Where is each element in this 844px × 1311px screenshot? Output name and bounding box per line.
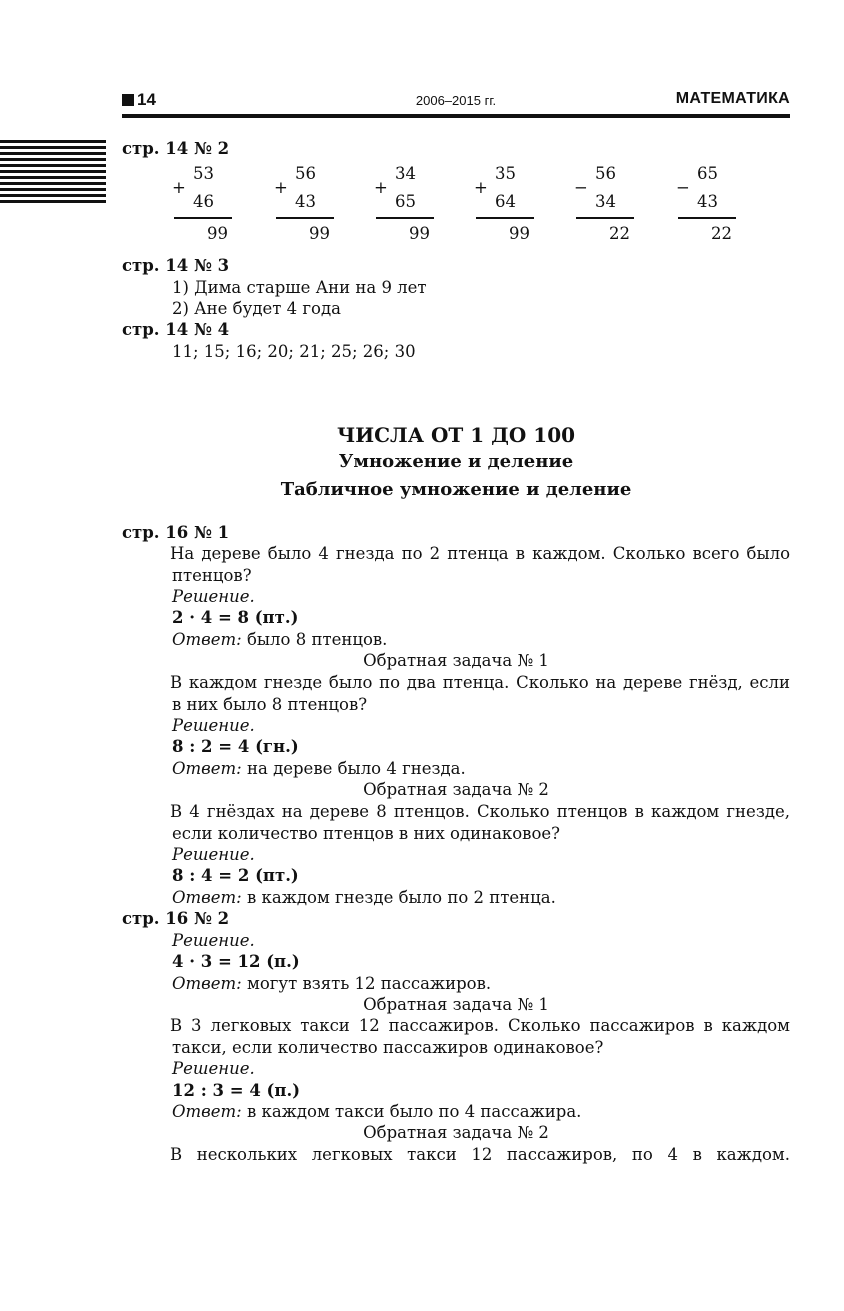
- answer-text: в каждом такси было по 4 пассажира.: [241, 1102, 582, 1121]
- section-title: стр. 16 № 2: [122, 909, 230, 928]
- section-title: стр. 14 № 3: [122, 256, 230, 275]
- operator: −: [676, 178, 690, 197]
- problem-text: если количество птенцов в них одинаковое?: [172, 824, 561, 843]
- section-title: стр. 14 № 2: [122, 139, 230, 158]
- chapter-subtitle: Умножение и деление: [338, 451, 574, 472]
- years-label: 2006–2015 гг.: [415, 93, 497, 108]
- answer-line: [172, 888, 556, 907]
- difference-line: [576, 217, 634, 219]
- inverse-task-title: Обратная задача № 2: [363, 1123, 549, 1142]
- problem-text: птенцов?: [172, 566, 252, 585]
- answer-label: Ответ:: [172, 630, 242, 649]
- inverse-task-title: Обратная задача № 1: [363, 651, 549, 670]
- section-title: стр. 14 № 4: [122, 320, 230, 339]
- answer-line: [172, 759, 466, 778]
- sum-line: [276, 217, 334, 219]
- operator: +: [274, 178, 288, 197]
- operand: 64: [495, 192, 516, 211]
- problem-text: в них было 8 птенцов?: [172, 695, 368, 714]
- problem-text: такси, если количество пассажиров одинаковое?: [172, 1038, 604, 1057]
- operand: 65: [697, 164, 718, 183]
- operand: 56: [295, 164, 316, 183]
- operand: 53: [193, 164, 214, 183]
- operand: 56: [595, 164, 616, 183]
- answer-text: могут взять 12 пассажиров.: [241, 974, 492, 993]
- equation: 8 : 4 = 2 (пт.): [172, 866, 299, 885]
- result: 22: [711, 224, 732, 243]
- sum-line: [174, 217, 232, 219]
- answer-label: Ответ:: [172, 888, 242, 907]
- chapter-title: ЧИСЛА ОТ 1 ДО 100: [336, 423, 576, 447]
- operator: +: [374, 178, 388, 197]
- result: 99: [207, 224, 228, 243]
- answer-text: на дереве было 4 гнезда.: [241, 759, 466, 778]
- inverse-task-title: Обратная задача № 1: [363, 995, 549, 1014]
- answer-text: было 8 птенцов.: [241, 630, 388, 649]
- operand: 34: [395, 164, 416, 183]
- equation: 12 : 3 = 4 (п.): [172, 1081, 300, 1100]
- problem-text: В 4 гнёздах на дереве 8 птенцов. Сколько птенцов в каждом гнезде,: [170, 802, 790, 821]
- problem-text: В каждом гнезде было по два птенца. Сколько на дереве гнёзд, если: [170, 673, 790, 692]
- sum-line: [476, 217, 534, 219]
- solution-label: Решение.: [172, 587, 255, 606]
- operand: 35: [495, 164, 516, 183]
- operator: +: [172, 178, 186, 197]
- chapter-subtitle: Табличное умножение и деление: [280, 479, 632, 500]
- equation: 2 · 4 = 8 (пт.): [172, 608, 299, 627]
- equation: 4 · 3 = 12 (п.): [172, 952, 300, 971]
- section-title: стр. 16 № 1: [122, 523, 230, 542]
- inverse-task-title: Обратная задача № 2: [363, 780, 549, 799]
- result: 99: [509, 224, 530, 243]
- solution-label: Решение.: [172, 845, 255, 864]
- problem-text: В нескольких легковых такси 12 пассажиров, по 4 в каждом.: [170, 1145, 790, 1164]
- operand: 34: [595, 192, 616, 211]
- answer-label: Ответ:: [172, 974, 242, 993]
- solution-label: Решение.: [172, 1059, 255, 1078]
- answer-label: Ответ:: [172, 1102, 242, 1121]
- solution-label: Решение.: [172, 716, 255, 735]
- running-header: [122, 90, 790, 112]
- side-stripes-decoration: [0, 140, 106, 206]
- problem-text: На дереве было 4 гнезда по 2 птенца в каждом. Сколько всего было: [170, 544, 790, 563]
- subject-label: МАТЕМАТИКА: [675, 90, 790, 107]
- answer-line: [172, 1102, 581, 1121]
- equation: 8 : 2 = 4 (гн.): [172, 737, 299, 756]
- operand: 46: [193, 192, 214, 211]
- answer-text: в каждом гнезде было по 2 птенца.: [241, 888, 556, 907]
- operand: 65: [395, 192, 416, 211]
- operator: −: [574, 178, 588, 197]
- answer-line: 1) Дима старше Ани на 9 лет: [172, 278, 427, 297]
- result: 99: [309, 224, 330, 243]
- solution-label: Решение.: [172, 931, 255, 950]
- operand: 43: [697, 192, 718, 211]
- sum-line: [376, 217, 434, 219]
- difference-line: [678, 217, 736, 219]
- answer-line: 11; 15; 16; 20; 21; 25; 26; 30: [172, 342, 416, 361]
- header-rule: [122, 114, 790, 118]
- answer-label: Ответ:: [172, 759, 242, 778]
- result: 22: [609, 224, 630, 243]
- answer-line: 2) Ане будет 4 года: [172, 299, 341, 318]
- operator: +: [474, 178, 488, 197]
- problem-text: В 3 легковых такси 12 пассажиров. Сколько пассажиров в каждом: [170, 1016, 790, 1035]
- operand: 43: [295, 192, 316, 211]
- page-number-text: 14: [137, 90, 156, 109]
- result: 99: [409, 224, 430, 243]
- answer-line: [172, 630, 387, 649]
- answer-line: [172, 974, 491, 993]
